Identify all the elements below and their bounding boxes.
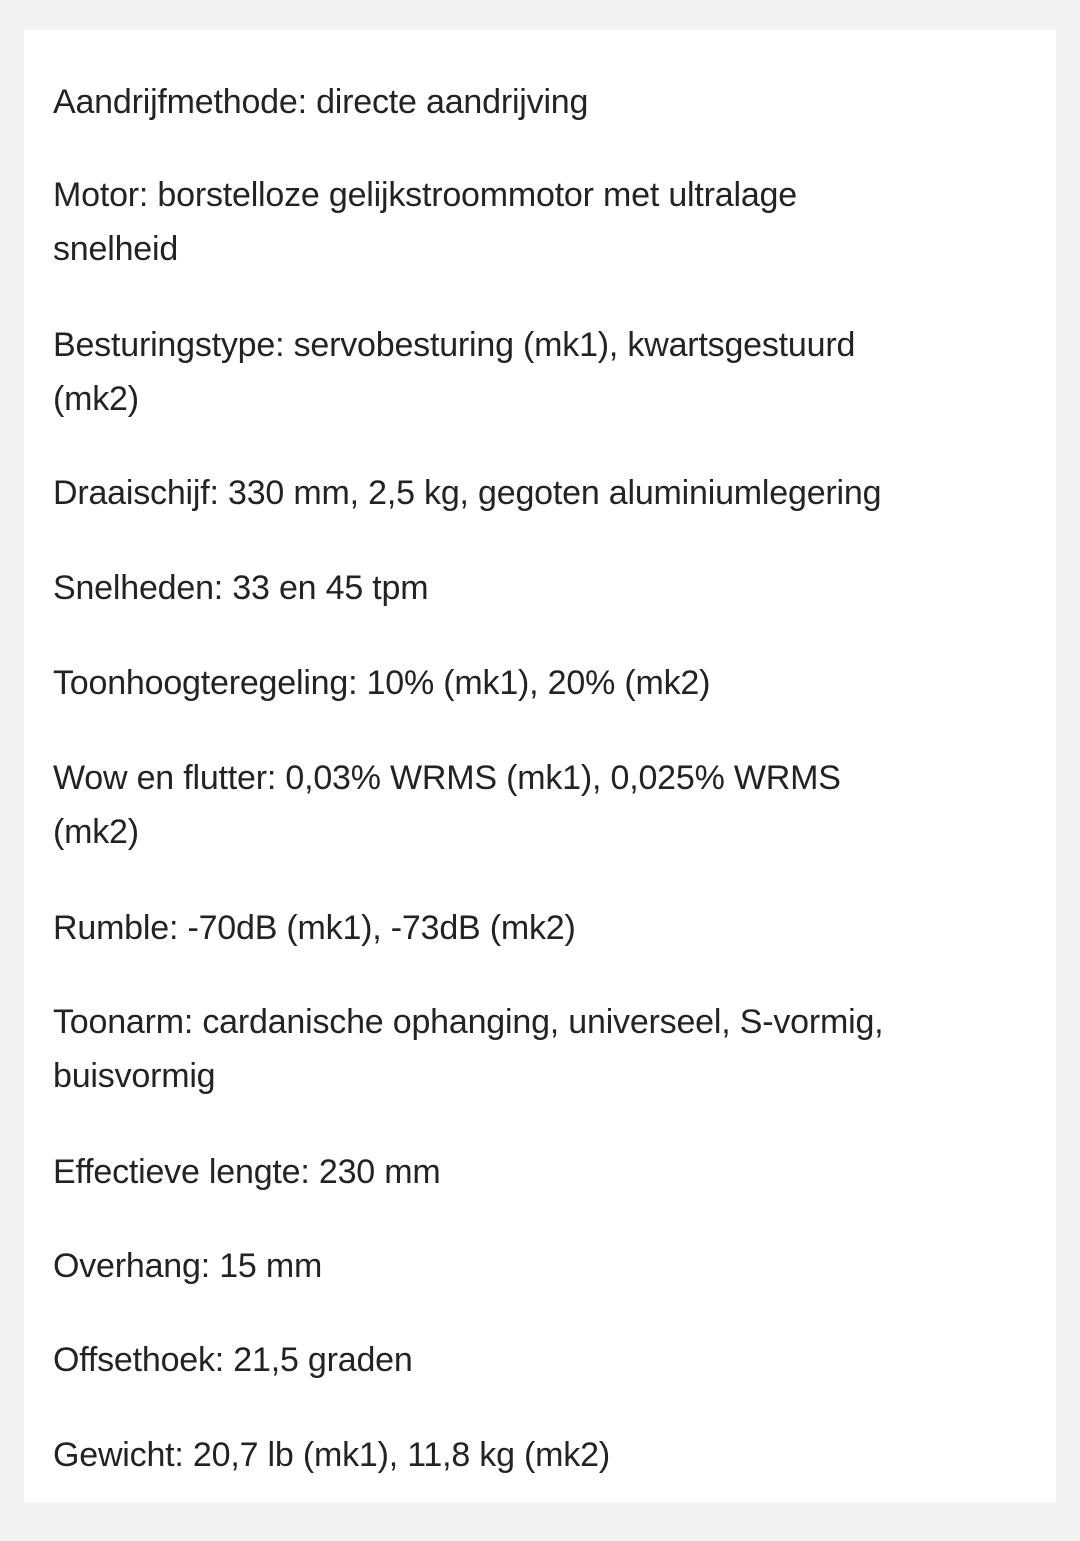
spec-platter: Draaischijf: 330 mm, 2,5 kg, gegoten aluminiumlegering xyxy=(53,474,882,512)
spec-weight: Gewicht: 20,7 lb (mk1), 11,8 kg (mk2) xyxy=(53,1436,610,1474)
spec-motor-cont: snelheid xyxy=(53,230,179,268)
spec-pitch-control: Toonhoogteregeling: 10% (mk1), 20% (mk2) xyxy=(53,664,711,702)
spec-effective-length: Effectieve lengte: 230 mm xyxy=(53,1153,441,1191)
spec-wow-flutter: Wow en flutter: 0,03% WRMS (mk1), 0,025% WRMS xyxy=(53,759,841,797)
spec-control-type: Besturingstype: servobesturing (mk1), kwartsgestuurd xyxy=(53,326,856,364)
spec-motor: Motor: borstelloze gelijkstroommotor met ultralage xyxy=(53,176,797,214)
spec-speeds: Snelheden: 33 en 45 tpm xyxy=(53,569,429,607)
spec-drive-method: Aandrijfmethode: directe aandrijving xyxy=(53,83,589,121)
spec-offset-angle: Offsethoek: 21,5 graden xyxy=(53,1341,413,1379)
spec-tonearm-cont: buisvormig xyxy=(53,1057,216,1095)
spec-overhang: Overhang: 15 mm xyxy=(53,1247,323,1285)
spec-tonearm: Toonarm: cardanische ophanging, universeel, S-vormig, xyxy=(53,1003,884,1041)
spec-wow-flutter-cont: (mk2) xyxy=(53,813,139,851)
spec-control-type-cont: (mk2) xyxy=(53,380,139,418)
content-card xyxy=(24,30,1056,1502)
spec-rumble: Rumble: -70dB (mk1), -73dB (mk2) xyxy=(53,909,576,947)
